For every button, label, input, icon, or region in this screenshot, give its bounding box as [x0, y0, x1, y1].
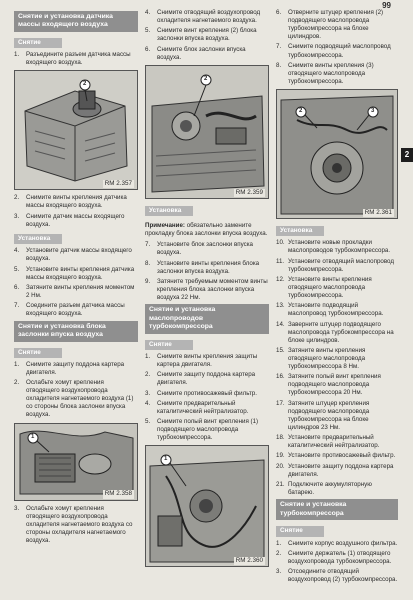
callout-number: 2	[83, 81, 87, 88]
step	[14, 284, 138, 300]
step-number: 5.	[145, 418, 151, 426]
step	[145, 9, 269, 25]
step-number: 7.	[276, 43, 282, 51]
step-text: Снимите защиту поддона картера двигателя.	[157, 371, 256, 387]
step-text: Снимите держатель (1) отводящего воздухопровода турбокомпрессора.	[288, 549, 392, 565]
step-number: 4.	[145, 9, 151, 16]
step-number: 9.	[145, 277, 151, 285]
step-text: Заверните штуцер подводящего маслопровода турбокомпрессора на блоке цилиндров.	[288, 320, 394, 344]
callout-number: 2	[204, 75, 208, 82]
step	[145, 278, 269, 302]
step-number: 3.	[145, 389, 151, 397]
oil-line-illustration	[146, 446, 268, 566]
step-number: 8.	[276, 61, 282, 69]
step	[276, 550, 398, 566]
step-number: 7.	[14, 302, 20, 310]
step-text: Ослабьте хомут крепления отводящего воздухопровода охладителя нагнетаемого воздуха со стороны охладителя нагнетаемого воздуха.	[26, 504, 133, 544]
step	[14, 302, 138, 318]
step-text: Затяните полый винт крепления подводящего маслопровода турбокомпрессора 20 Нм.	[288, 373, 381, 397]
step-number: 1.	[145, 352, 151, 360]
subsection-title: Установка	[145, 206, 193, 216]
step	[276, 9, 398, 41]
section-title: Снятие и установка блока заслонки впуска воздуха	[14, 321, 138, 342]
step-number: 6.	[14, 284, 20, 291]
step	[14, 213, 138, 229]
subsection-title: Установка	[14, 234, 62, 244]
figure-label: RM 2.357	[104, 180, 132, 188]
column-2	[145, 9, 269, 571]
figure	[145, 65, 269, 199]
step	[276, 347, 398, 371]
step	[145, 260, 269, 276]
step-text: Установите новые прокладки маслопроводов турбокомпрессора.	[288, 239, 391, 255]
step-number: 5.	[145, 27, 151, 35]
step-number: 16.	[276, 373, 285, 381]
step-text: Снимите предварительный каталитический нейтрализатор.	[157, 399, 249, 415]
step-text: Снимите винты крепления датчика массы входящего воздуха.	[26, 194, 127, 210]
step-text: Установите защиту поддона картера двигателя.	[288, 462, 394, 478]
step-text: Снимите винт крепления (2) блока заслонки впуска воздуха.	[157, 27, 257, 43]
step	[145, 418, 269, 442]
step-number: 2.	[14, 379, 20, 387]
step-number: 14.	[276, 320, 285, 328]
step	[14, 247, 138, 263]
step-text: Соедините разъем датчика массы входящего воздуха.	[26, 302, 125, 318]
figure	[14, 423, 138, 501]
step-number: 15.	[276, 346, 285, 354]
step	[276, 373, 398, 397]
step	[276, 62, 398, 86]
callout-number: 3	[371, 107, 375, 114]
note	[145, 222, 269, 238]
step-text: Снимите защиту поддона картера двигателя.	[26, 360, 125, 376]
step-number: 2.	[14, 194, 20, 202]
step-number: 5.	[14, 265, 20, 273]
step-number: 6.	[145, 45, 151, 53]
subsection-title: Установка	[276, 226, 324, 236]
step-text: Снимите полый винт крепления (1) подводящего маслопровода турбокомпрессора.	[157, 418, 259, 442]
subsection-title: Снятие	[14, 348, 62, 358]
step-text: Снимите блок заслонки впуска воздуха.	[157, 45, 246, 61]
step	[14, 51, 138, 67]
step-text: Установите противосажевый фильтр.	[288, 452, 396, 460]
step-number: 17.	[276, 399, 285, 407]
step-number: 1.	[14, 51, 20, 59]
subsection-title: Снятие	[145, 340, 193, 350]
step-text: Отсоедините отводящий воздухопровод (2) турбокомпрессора.	[288, 568, 398, 584]
step-text: Установите предварительный каталитический нейтрализатор.	[288, 434, 380, 450]
step-text: Снимите винты крепления защиты картера двигателя.	[157, 352, 258, 369]
turbo-oil-illustration	[277, 90, 397, 218]
step	[276, 540, 398, 548]
step	[145, 400, 269, 416]
step-number: 3.	[14, 504, 20, 512]
step-text: Затяните требуемым моментом винты крепления блока заслонки впуска воздуха 22 Нм.	[157, 277, 268, 301]
step	[276, 400, 398, 432]
step-number: 10.	[276, 239, 285, 247]
step-number: 3.	[14, 212, 20, 220]
step-text: Установите винты крепления отводящего маслопровода турбокомпрессора.	[288, 275, 372, 300]
step	[276, 302, 398, 318]
step	[276, 481, 398, 497]
step-text: Отверните штуцер крепления (2) подводящего маслопровода турбокомпрессора на блоке цилиндров.	[288, 9, 384, 41]
step-text: Снимите датчик массы входящего воздуха.	[26, 212, 125, 228]
step	[145, 390, 269, 398]
step-number: 6.	[276, 9, 282, 16]
note-label: Примечание:	[145, 222, 185, 230]
step-text: Подключите аккумуляторную батарею.	[288, 481, 372, 497]
step-text: Затяните штуцер крепления подводящего маслопровода турбокомпрессора на блоке цилиндров 23 Нм.	[288, 399, 370, 431]
step-number: 18.	[276, 434, 285, 442]
figure-label: RM 2.361	[364, 208, 392, 216]
step	[14, 379, 138, 419]
step-number: 1.	[14, 360, 20, 368]
step	[276, 463, 398, 479]
step-number: 20.	[276, 462, 285, 470]
step-number: 4.	[14, 247, 20, 255]
section-title: Снятие и установка маслопроводов турбокомпрессора	[145, 304, 269, 333]
figure-label: RM 2.358	[104, 490, 132, 498]
step	[276, 43, 398, 59]
step-text: Установите подводящий маслопровод турбокомпрессора.	[288, 302, 384, 318]
column-3	[276, 9, 398, 587]
step-text: Установите отводящий маслопровод турбокомпрессора.	[288, 257, 394, 273]
step-text: Разъедините разъем датчика массы входящего воздуха.	[26, 51, 131, 67]
figure	[145, 445, 269, 567]
section-title: Снятие и установка датчика массы входящего воздуха	[14, 11, 138, 32]
step	[145, 46, 269, 62]
step-number: 8.	[145, 259, 151, 267]
page-number: 99	[382, 1, 391, 10]
step-text: Снимите подводящий маслопровод турбокомпрессора.	[288, 43, 391, 59]
section-title: Снятие и установка турбокомпрессора	[276, 499, 398, 520]
step-number: 21.	[276, 481, 285, 489]
step	[14, 266, 138, 282]
step-number: 3.	[276, 568, 282, 576]
callout-number: 1	[31, 433, 35, 440]
step-number: 1.	[276, 539, 282, 547]
figure-label: RM 2.360	[235, 557, 263, 565]
step-text: Установите датчик массы входящего воздуха.	[26, 247, 132, 263]
step-text: Ослабьте хомут крепления отводящего воздухопровода охладителя нагнетаемого воздуха (1) со стороны блока заслонки впуска воздуха.	[26, 379, 134, 419]
subsection-title: Снятие	[14, 38, 62, 48]
callout-number: 1	[164, 456, 168, 463]
step-text: Установите винты крепления датчика массы входящего воздуха.	[26, 265, 135, 281]
column-1	[14, 9, 138, 547]
step-text: Снимите винты крепления (3) отводящего маслопровода турбокомпрессора.	[288, 61, 374, 85]
step-number: 2.	[276, 549, 282, 557]
step-text: Снимите противосажевый фильтр.	[157, 389, 257, 397]
figure	[14, 70, 138, 190]
step	[14, 505, 138, 545]
step	[276, 321, 398, 345]
throttle-body-illustration	[146, 66, 268, 198]
step-number: 7.	[145, 241, 151, 249]
note-text: обязательно замените прокладку блока заслонки впуска воздуха.	[145, 222, 268, 238]
step-number: 19.	[276, 452, 285, 460]
step-number: 13.	[276, 302, 285, 310]
step	[14, 194, 138, 210]
step	[145, 241, 269, 257]
step-number: 12.	[276, 275, 285, 283]
step-text: Снимите корпус воздушного фильтра.	[288, 539, 398, 547]
subsection-title: Снятие	[276, 526, 324, 536]
step	[276, 258, 398, 274]
step	[276, 239, 398, 255]
step	[276, 452, 398, 460]
step	[145, 353, 269, 369]
step	[14, 361, 138, 377]
figure-label: RM 2.359	[235, 188, 263, 196]
chapter-tab: 2	[401, 148, 413, 162]
step	[145, 371, 269, 387]
step-number: 11.	[276, 257, 285, 265]
step	[276, 276, 398, 300]
engine-illustration	[15, 71, 137, 189]
step-text: Установите винты крепления блока заслонки впуска воздуха.	[157, 259, 260, 275]
callout-number: 2	[299, 107, 303, 114]
step-text: Установите блок заслонки впуска воздуха.	[157, 241, 253, 257]
step-number: 4.	[145, 399, 151, 407]
step-text: Затяните винты крепления моментом 2 Нм.	[26, 284, 135, 300]
figure	[276, 89, 398, 219]
step-text: Затяните винты крепления отводящего маслопровода турбокомпрессора 8 Нм.	[288, 346, 366, 371]
step	[276, 568, 398, 584]
step	[145, 27, 269, 43]
step-text: Снимите отводящий воздухопровод охладителя нагнетаемого воздуха.	[157, 9, 261, 25]
step	[276, 434, 398, 450]
step-number: 2.	[145, 371, 151, 379]
